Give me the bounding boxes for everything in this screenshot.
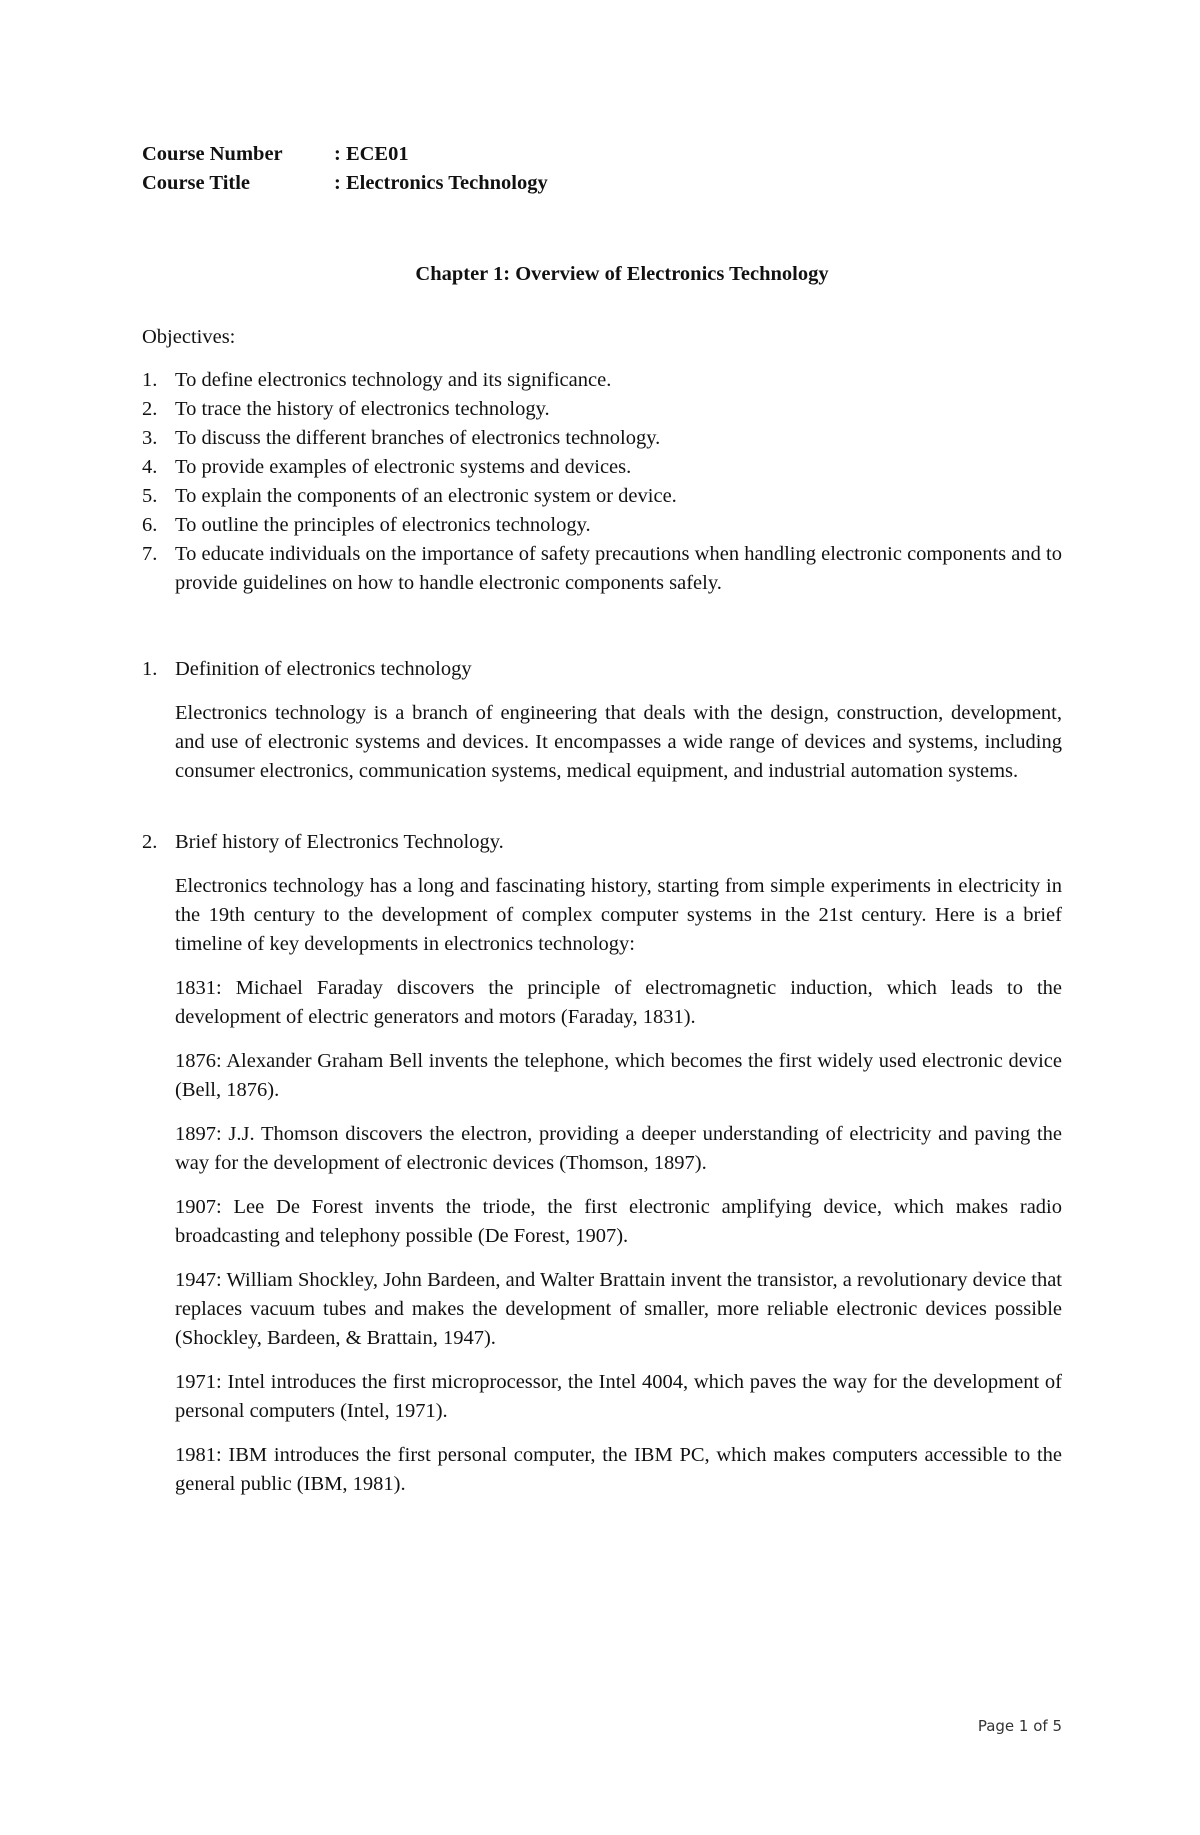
section-2-heading xyxy=(142,828,1062,857)
objective-item xyxy=(142,511,1062,540)
timeline-entry: 1897: J.J. Thomson discovers the electron, providing a deeper understanding of electricity and paving the way for the development of electronic devices (Thomson, 1897). xyxy=(175,1123,1062,1174)
objective-item xyxy=(142,482,1062,511)
timeline-entry: 1831: Michael Faraday discovers the principle of electromagnetic induction, which leads to the development of electric generators and motors (Faraday, 1831). xyxy=(175,977,1062,1028)
objective-number: 3. xyxy=(142,427,158,449)
objectives-label: Objectives: xyxy=(142,326,236,348)
objectives-list xyxy=(142,366,1062,598)
course-number-value: : ECE01 xyxy=(334,143,409,165)
objective-number: 1. xyxy=(142,369,158,391)
objective-text: To outline the principles of electronics technology. xyxy=(175,514,591,536)
objective-text: To trace the history of electronics technology. xyxy=(175,398,550,420)
course-title-row xyxy=(142,169,548,198)
timeline-entry: 1981: IBM introduces the first personal computer, the IBM PC, which makes computers accessible to the general public (IBM, 1981). xyxy=(175,1444,1062,1495)
objective-number: 2. xyxy=(142,398,158,420)
objective-number: 6. xyxy=(142,514,158,536)
objective-text: To provide examples of electronic systems and devices. xyxy=(175,456,632,478)
course-title-label: Course Title xyxy=(142,172,251,194)
objective-item xyxy=(142,540,1062,598)
objective-number: 7. xyxy=(142,543,158,565)
objective-item xyxy=(142,453,1062,482)
course-number-row xyxy=(142,140,548,169)
section-title: Definition of electronics technology xyxy=(175,658,472,680)
page-content xyxy=(142,140,1062,1499)
objective-text: To define electronics technology and its significance. xyxy=(175,369,612,391)
section-1-heading xyxy=(142,655,1062,684)
course-number-label: Course Number xyxy=(142,143,283,165)
section-number: 2. xyxy=(142,831,158,853)
definition-paragraph: Electronics technology is a branch of engineering that deals with the design, construction, development, and use of electronic systems and devices. It encompasses a wide range of devices and systems, including consumer electronics, communication systems, medical equipment, and industrial automation systems. xyxy=(175,702,1062,782)
objective-number: 4. xyxy=(142,456,158,478)
timeline-entry: 1907: Lee De Forest invents the triode, the first electronic amplifying device, which makes radio broadcasting and telephony possible (De Forest, 1907). xyxy=(175,1196,1062,1247)
objective-item xyxy=(142,395,1062,424)
objective-item xyxy=(142,366,1062,395)
page-number: Page 1 of 5 xyxy=(977,1717,1062,1735)
section-title: Brief history of Electronics Technology. xyxy=(175,831,504,853)
chapter-title: Chapter 1: Overview of Electronics Technology xyxy=(415,263,829,285)
timeline-entry: 1971: Intel introduces the first microprocessor, the Intel 4004, which paves the way for the development of personal computers (Intel, 1971). xyxy=(175,1371,1062,1422)
course-header xyxy=(142,140,548,198)
section-number: 1. xyxy=(142,658,158,680)
objective-number: 5. xyxy=(142,485,158,507)
course-title-value: : Electronics Technology xyxy=(334,172,548,194)
timeline-entry: 1876: Alexander Graham Bell invents the telephone, which becomes the first widely used electronic device (Bell, 1876). xyxy=(175,1050,1062,1101)
objective-item xyxy=(142,424,1062,453)
objective-text: To discuss the different branches of electronics technology. xyxy=(175,427,661,449)
history-intro-paragraph: Electronics technology has a long and fascinating history, starting from simple experiments in electricity in the 19th century to the development of complex computer systems in the 21st century. Here is a brief timeline of key developments in electronics technology: xyxy=(175,875,1062,955)
objective-text: To explain the components of an electronic system or device. xyxy=(175,485,677,507)
timeline-entry: 1947: William Shockley, John Bardeen, and Walter Brattain invent the transistor, a revolutionary device that replaces vacuum tubes and makes the development of smaller, more reliable electronic devices possible (Shockley, Bardeen, & Brattain, 1947). xyxy=(175,1269,1062,1349)
objective-text: To educate individuals on the importance of safety precautions when handling electronic components and to provide guidelines on how to handle electronic components safely. xyxy=(175,543,1062,594)
